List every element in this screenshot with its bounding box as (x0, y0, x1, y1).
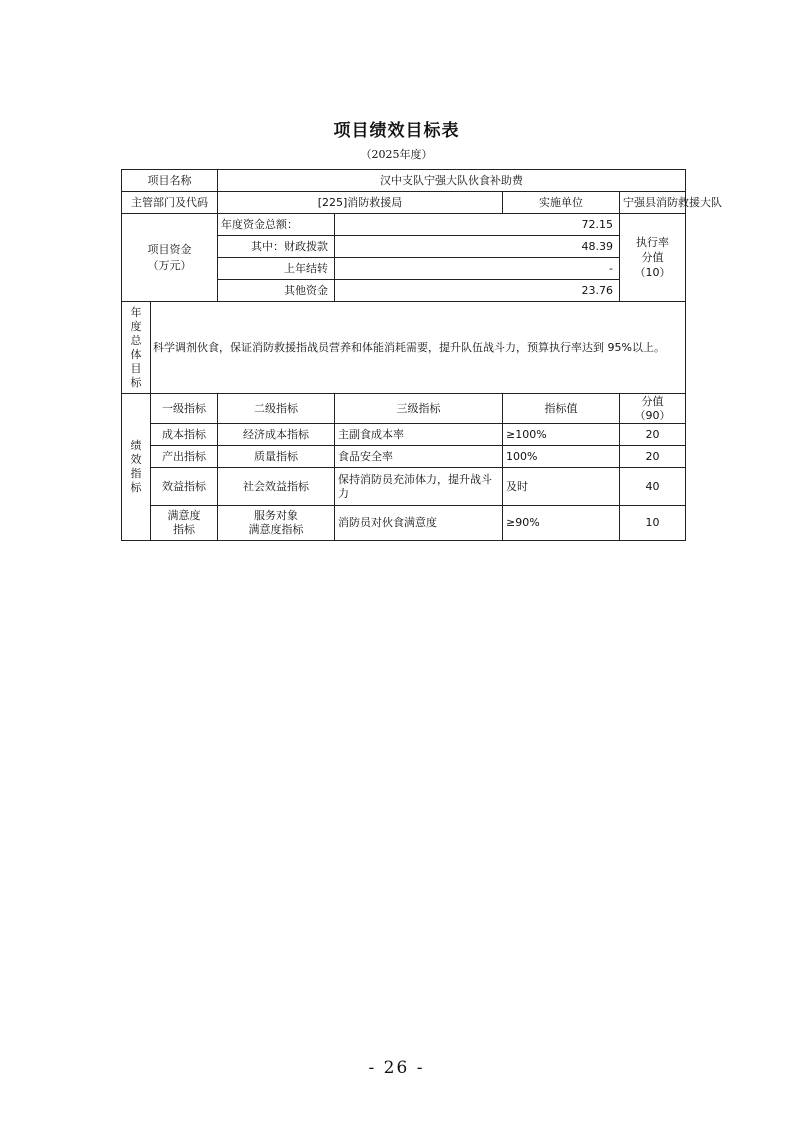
row-project-name (122, 170, 686, 192)
project-name-label: 项目名称 (122, 170, 218, 192)
table-row (122, 424, 686, 446)
table-row (122, 506, 686, 541)
indicator-level3: 保持消防员充沛体力，提升战斗力 (335, 468, 503, 506)
department-label: 主管部门及代码 (122, 192, 218, 214)
indicator-level2: 质量指标 (218, 446, 335, 468)
indicator-level2: 经济成本指标 (218, 424, 335, 446)
indicator-value: ≥100% (503, 424, 620, 446)
performance-label: 绩 效 指 标 (122, 394, 151, 541)
other-label: 其他资金 (218, 280, 335, 302)
page-number: - 26 - (368, 1058, 425, 1078)
indicator-score: 10 (620, 506, 686, 541)
indicator-value: 100% (503, 446, 620, 468)
annual-total-label: 年度资金总额： (218, 214, 335, 236)
indicator-level1: 产出指标 (151, 446, 218, 468)
indicator-level2: 社会效益指标 (218, 468, 335, 506)
indicator-level1: 效益指标 (151, 468, 218, 506)
implementer-value: 宁强县消防救援大队 (620, 192, 686, 214)
annual-goal-text: 科学调剂伙食，保证消防救援指战员营养和体能消耗需要，提升队伍战斗力，预算执行率达到 95%以上。 (151, 302, 686, 394)
row-annual-goal (122, 302, 686, 394)
indicator-value: ≥90% (503, 506, 620, 541)
row-indicator-headers (122, 394, 686, 424)
indicator-score: 20 (620, 424, 686, 446)
implementer-label: 实施单位 (503, 192, 620, 214)
other-value: 23.76 (335, 280, 620, 302)
indicator-level2: 服务对象 满意度指标 (218, 506, 335, 541)
indicator-score: 40 (620, 468, 686, 506)
page-subtitle: （2025年度） (360, 148, 433, 161)
project-name-value: 汉中支队宁强大队伙食补助费 (218, 170, 686, 192)
indicator-value: 及时 (503, 468, 620, 506)
header-level3: 三级指标 (335, 394, 503, 424)
fiscal-label: 其中：财政拨款 (218, 236, 335, 258)
row-department (122, 192, 686, 214)
row-annual-total (122, 214, 686, 236)
performance-target-table (121, 169, 722, 541)
annual-goal-label: 年 度 总 体 目 标 (122, 302, 151, 394)
funds-label: 项目资金 （万元） (122, 214, 218, 302)
carryover-value: - (335, 258, 620, 280)
page-title: 项目绩效目标表 (333, 121, 460, 141)
table-row (122, 468, 686, 506)
fiscal-value: 48.39 (335, 236, 620, 258)
header-value: 指标值 (503, 394, 620, 424)
indicator-level1: 满意度 指标 (151, 506, 218, 541)
carryover-label: 上年结转 (218, 258, 335, 280)
indicator-level1: 成本指标 (151, 424, 218, 446)
exec-rate-label: 执行率 分值 （10） (620, 214, 686, 302)
header-score: 分值 （90） (620, 394, 686, 424)
department-value: [225]消防救援局 (218, 192, 503, 214)
table-row (122, 446, 686, 468)
annual-total-value: 72.15 (335, 214, 620, 236)
indicator-score: 20 (620, 446, 686, 468)
header-level2: 二级指标 (218, 394, 335, 424)
indicator-level3: 消防员对伙食满意度 (335, 506, 503, 541)
indicator-level3: 食品安全率 (335, 446, 503, 468)
indicator-level3: 主副食成本率 (335, 424, 503, 446)
header-level1: 一级指标 (151, 394, 218, 424)
